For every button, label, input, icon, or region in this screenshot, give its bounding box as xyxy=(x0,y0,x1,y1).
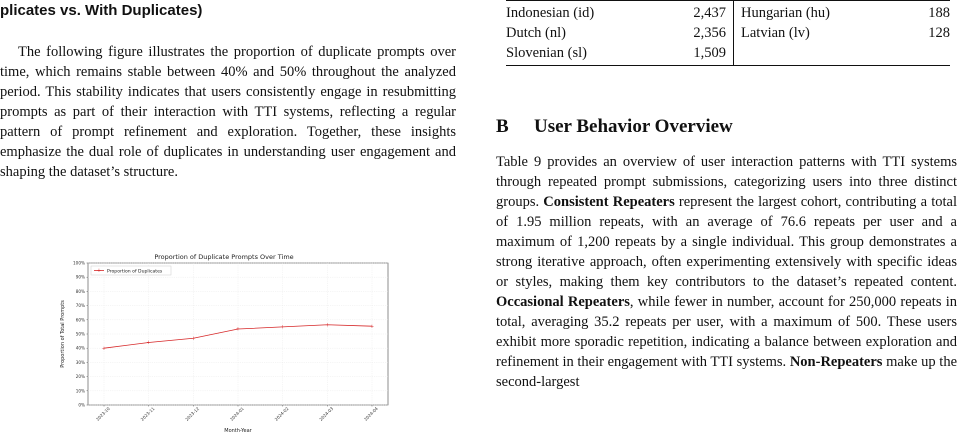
paragraph-text: , while fewer in number, account for 250,000 repeats in total, averaging 35.2 repeats per user, with a maximum of 500. These users exhibit more sporadic repetition, indicating a balance between exploration and refinement in their engagement with TTI systems. xyxy=(496,294,957,370)
y-tick-label: 100% xyxy=(73,260,85,266)
right-column xyxy=(496,0,957,443)
x-tick-label: 2023-12 xyxy=(184,405,201,422)
table-rule-bottom xyxy=(506,65,950,66)
body-paragraph xyxy=(0,42,456,182)
paragraph-text: The following figure illustrates the proportion of duplicate prompts over time, which remains stable between 40% and 50% throughout the analyzed period. This stability indicates that users consistently engage in resubmitting prompts as part of their interaction with TTI systems, reflecting a regular pattern of prompt refinement and exploration. Together, these insights emphasize the dual role of duplicates in understanding user engagement and shaping the dataset’s structure. xyxy=(0,44,456,180)
table-cell-count: 128 xyxy=(928,25,950,41)
term-occasional-repeaters: Occasional Repeaters xyxy=(496,294,630,310)
table-row xyxy=(506,23,950,43)
data-point-marker: + xyxy=(235,326,241,333)
table-cell-language: Hungarian (hu) xyxy=(741,5,830,21)
x-tick-label: 2024-02 xyxy=(273,405,290,422)
table-cell-count: 2,356 xyxy=(693,25,726,41)
data-point-marker: + xyxy=(369,323,375,330)
x-tick-label: 2023-10 xyxy=(94,405,111,422)
legend-swatch-marker: + xyxy=(96,268,102,275)
table-cell-language: Slovenian (sl) xyxy=(506,45,587,61)
x-axis-ticks xyxy=(95,405,379,422)
term-consistent-repeaters: Consistent Repeaters xyxy=(543,194,675,210)
section-paragraph xyxy=(496,152,957,392)
term-non-repeaters: Non-Repeaters xyxy=(789,354,883,370)
x-tick-label: 2024-04 xyxy=(362,405,379,422)
y-tick-label: 80% xyxy=(75,288,85,294)
data-point-marker: + xyxy=(146,340,151,347)
data-point-marker: + xyxy=(191,335,196,342)
x-tick-label: 2024-01 xyxy=(228,405,245,422)
chart-legend xyxy=(91,266,171,275)
paragraph-text: represent the largest cohort, contributing a total of 1.95 million repeats, with an average of 76.6 repeats per user and a maximum of 1,200 repeats by a single individual. This group demonstrates a strong iterative approach, often experimenting extensively with specific ideas or styles, making them key contributors to the dataset’s repeated content. xyxy=(496,194,957,290)
section-heading-partial: plicates vs. With Duplicates) xyxy=(0,2,203,19)
paragraph-text: make up the second-largest xyxy=(496,354,957,390)
paragraph-text: Table 9 provides an overview of user interaction patterns with TTI systems through repeated prompt submissions, categorizing users into three distinct groups. xyxy=(496,154,957,210)
chart-title: Proportion of Duplicate Prompts Over Time xyxy=(154,253,294,261)
y-tick-label: 40% xyxy=(75,345,85,351)
section-number: B xyxy=(496,116,509,137)
table-row xyxy=(506,43,950,63)
y-tick-label: 90% xyxy=(75,274,85,280)
y-tick-label: 0% xyxy=(78,402,85,408)
table-cell-language: Latvian (lv) xyxy=(741,25,810,41)
y-tick-label: 50% xyxy=(75,331,85,337)
y-axis-ticks xyxy=(73,261,88,408)
data-point-marker: + xyxy=(325,322,330,329)
y-tick-label: 20% xyxy=(75,374,85,380)
left-column xyxy=(0,0,460,443)
y-tick-label: 70% xyxy=(75,303,85,309)
table-cell-count: 2,437 xyxy=(693,5,726,21)
section-heading xyxy=(496,115,957,139)
figure xyxy=(54,250,394,435)
y-tick-label: 60% xyxy=(75,317,85,323)
x-axis-label: Month-Year xyxy=(224,428,252,434)
table-cell-language: Dutch (nl) xyxy=(506,25,566,41)
section-title: User Behavior Overview xyxy=(534,116,733,137)
table-cell-language: Indonesian (id) xyxy=(506,5,595,21)
x-tick-label: 2024-03 xyxy=(318,405,335,422)
y-tick-label: 30% xyxy=(75,359,85,365)
table-cell-count: 1,509 xyxy=(693,45,726,61)
legend-label: Proportion of Duplicates xyxy=(107,269,163,275)
duplicate-proportion-chart xyxy=(54,250,394,435)
data-point-marker: + xyxy=(280,324,285,331)
table-rule-top xyxy=(506,0,950,1)
data-point-marker: + xyxy=(101,345,107,352)
y-tick-label: 10% xyxy=(75,388,85,394)
table-row xyxy=(506,3,950,23)
table-cell-count: 188 xyxy=(928,5,950,21)
y-axis-label: Proportion of Total Prompts xyxy=(60,300,66,368)
x-tick-label: 2023-11 xyxy=(139,405,156,422)
